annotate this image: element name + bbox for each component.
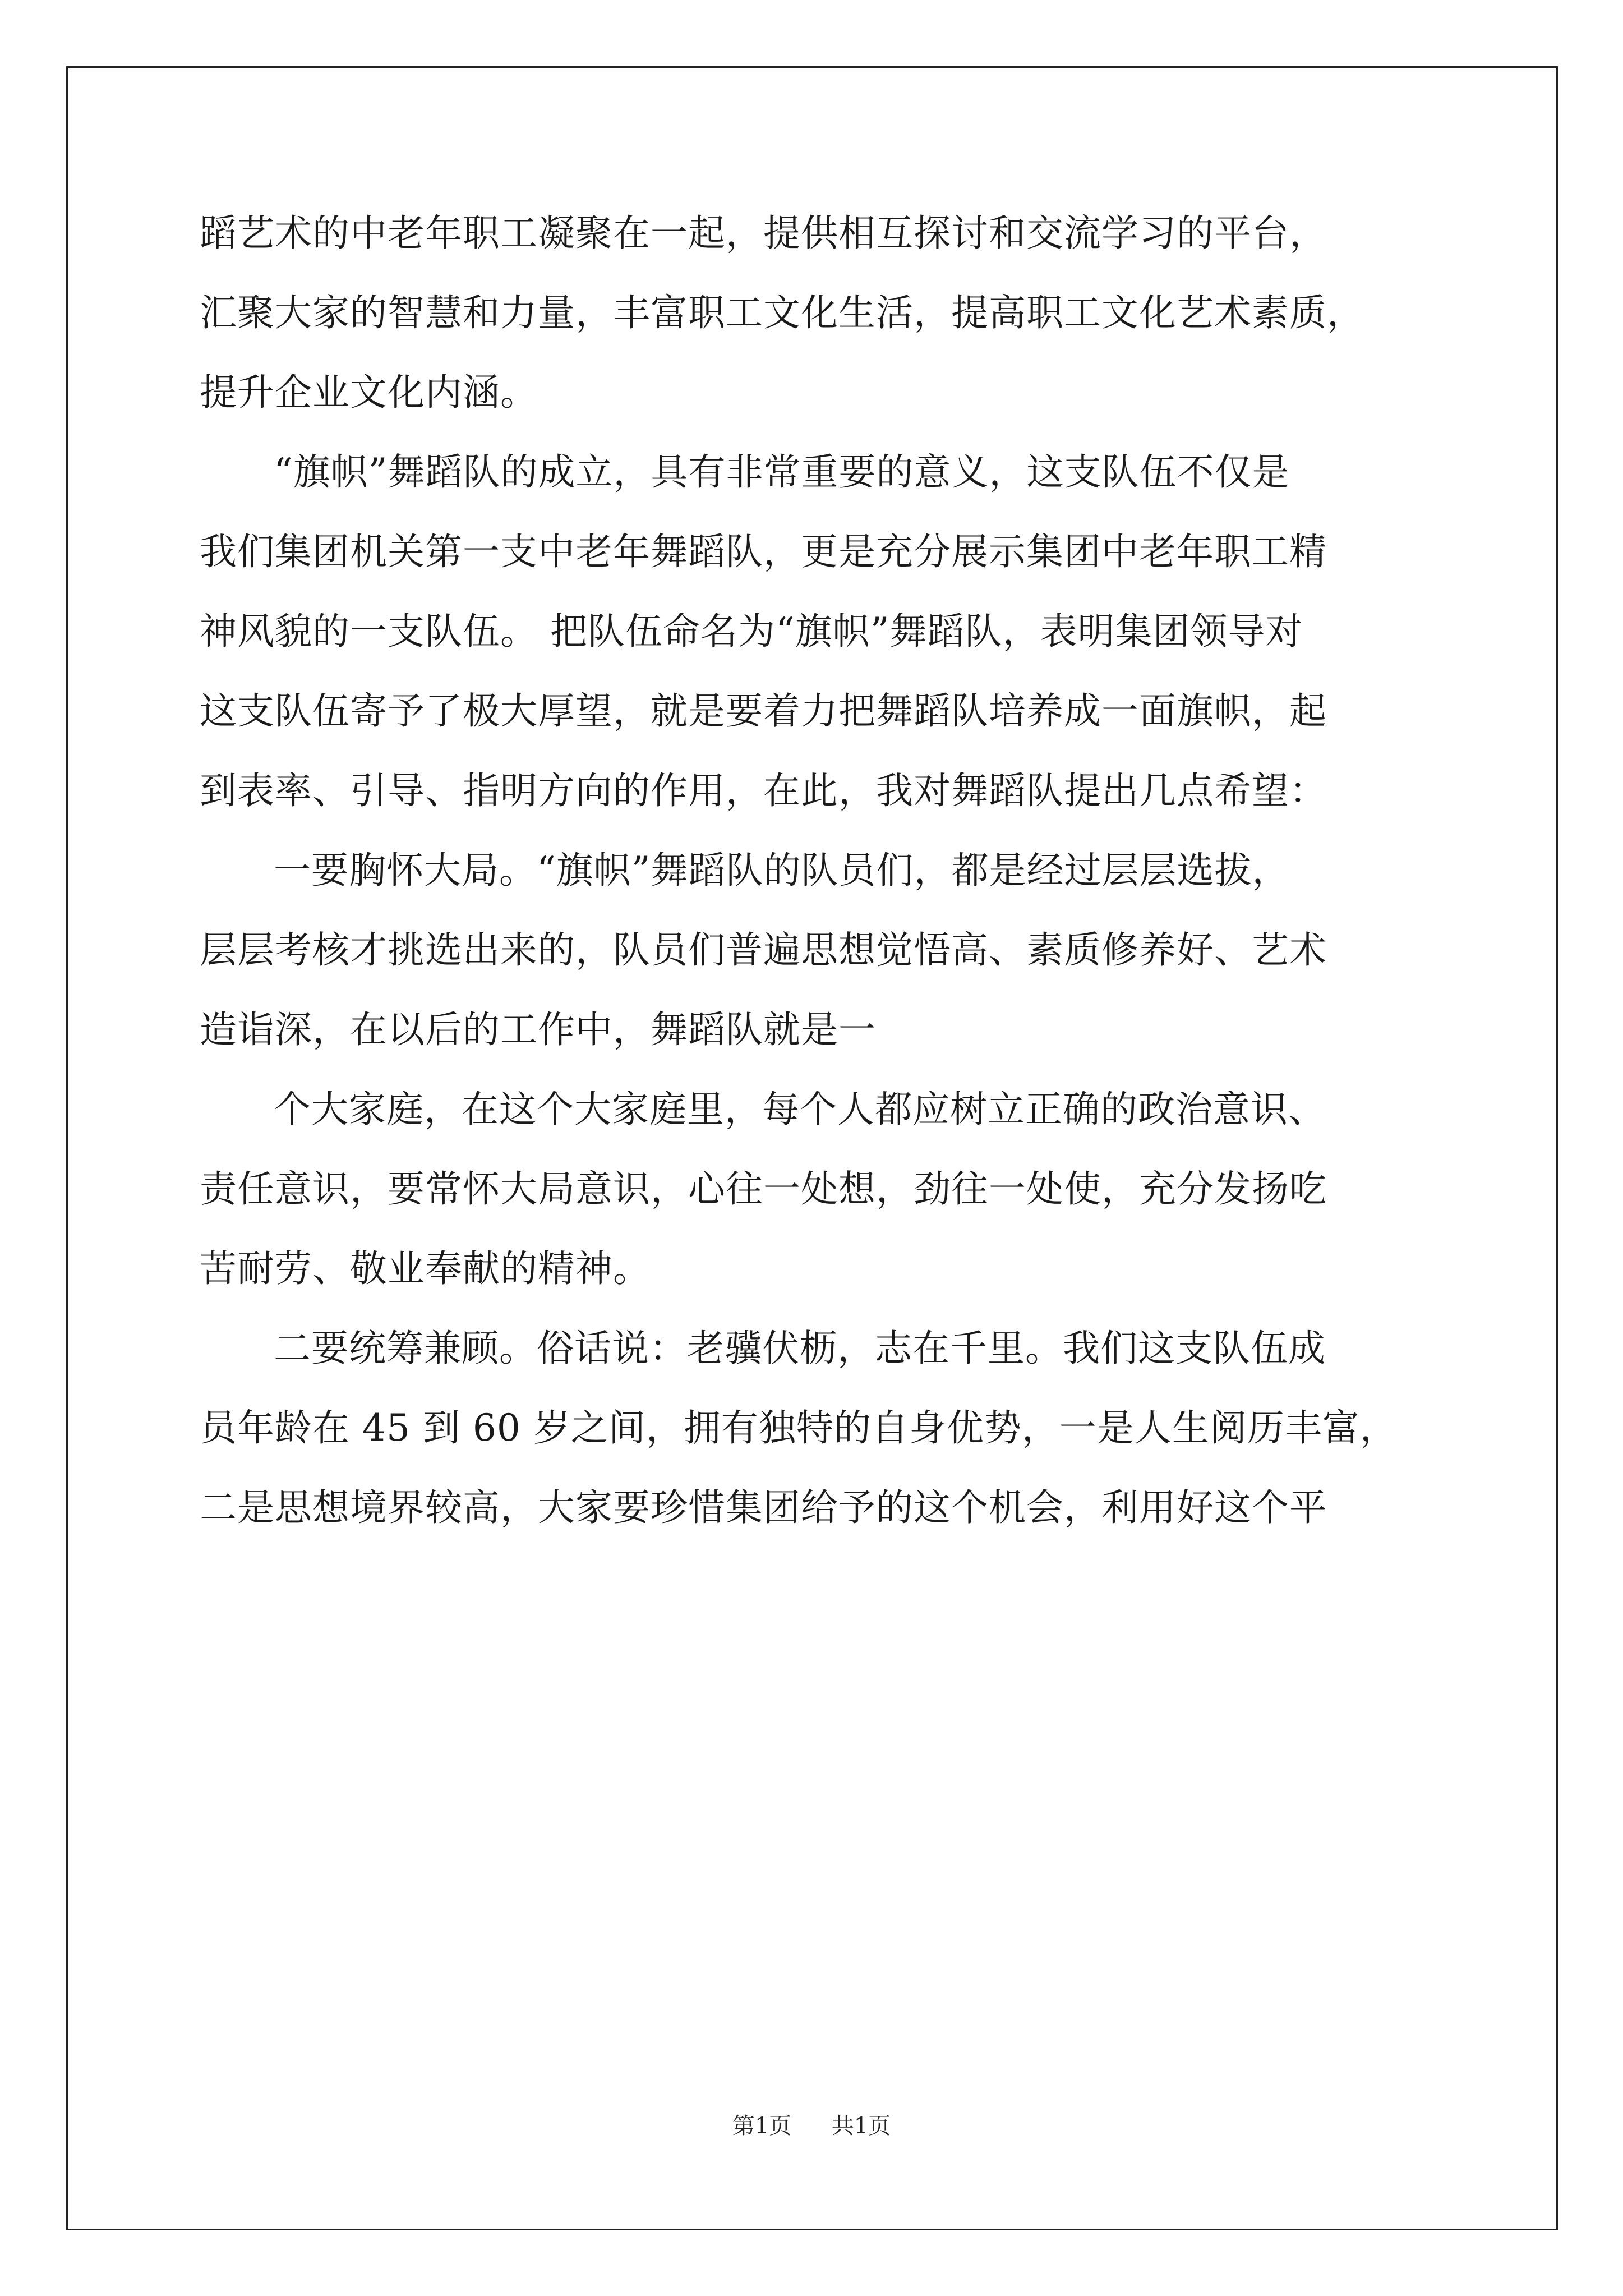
page-footer <box>0 2109 1623 2143</box>
text-line: 二要统筹兼顾。俗话说：老骥伏枥，志在千里。我们这支队伍成 <box>274 1327 1326 1370</box>
text-line: 蹈艺术的中老年职工凝聚在一起，提供相互探讨和交流学习的平台， <box>200 211 1327 255</box>
text-line: 汇聚大家的智慧和力量，丰富职工文化生活，提高职工文化艺术素质， <box>200 291 1364 334</box>
text-line: 一要胸怀大局。“旗帜”舞蹈队的队员们，都是经过层层选拔， <box>274 849 1290 892</box>
page-number: 第1页 <box>732 2113 792 2139</box>
text-line: 个大家庭，在这个大家庭里，每个人都应树立正确的政治意识、 <box>274 1088 1326 1131</box>
text-line: 神风貌的一支队伍。 把队伍命名为“旗帜”舞蹈队，表明集团领导对 <box>200 610 1303 653</box>
text-line: 这支队伍寄予了极大厚望，就是要着力把舞蹈队培养成一面旗帜，起 <box>200 689 1327 733</box>
text-line: 我们集团机关第一支中老年舞蹈队，更是充分展示集团中老年职工精 <box>200 530 1327 573</box>
text-line: 提升企业文化内涵。 <box>200 371 538 414</box>
text-line: “旗帜”舞蹈队的成立，具有非常重要的意义，这支队伍不仅是 <box>274 450 1290 494</box>
text-line: 二是思想境界较高，大家要珍惜集团给予的这个机会，利用好这个平 <box>200 1486 1327 1529</box>
text-line: 员年龄在 45 到 60 岁之间，拥有独特的自身优势，一是人生阅历丰富， <box>200 1406 1398 1450</box>
text-line: 造诣深，在以后的工作中，舞蹈队就是一 <box>200 1008 876 1051</box>
page-total: 共1页 <box>831 2113 891 2139</box>
text-line: 到表率、引导、指明方向的作用，在此，我对舞蹈队提出几点希望： <box>200 769 1327 812</box>
text-line: 层层考核才挑选出来的，队员们普遍思想觉悟高、素质修养好、艺术 <box>200 928 1327 972</box>
text-line: 责任意识，要常怀大局意识，心往一处想，劲往一处使，充分发扬吃 <box>200 1167 1327 1211</box>
text-line: 苦耐劳、敬业奉献的精神。 <box>200 1247 651 1290</box>
